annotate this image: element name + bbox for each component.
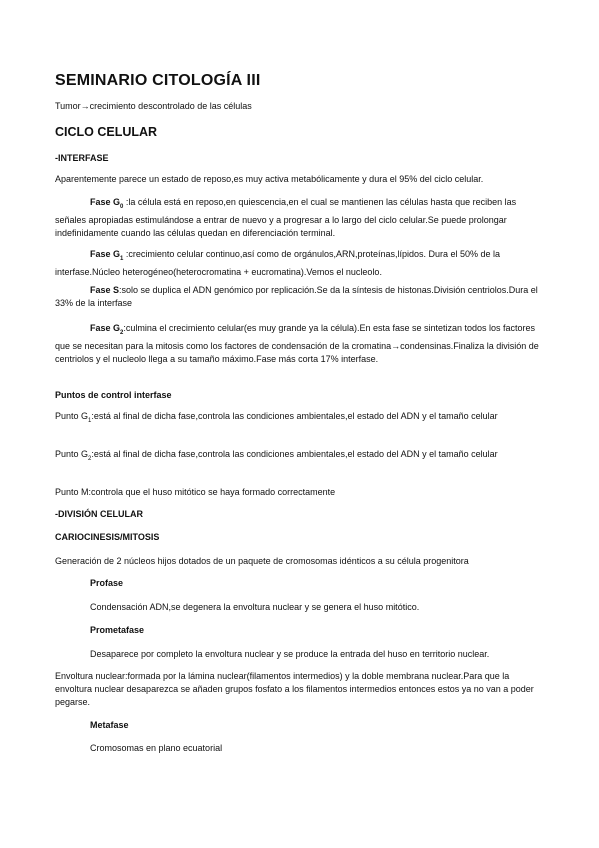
paragraph-punto-m: Punto M:controla que el huso mitótico se haya formado correctamente (55, 487, 336, 497)
paragraph-interfase-intro: Aparentemente parece un estado de reposo,es muy activa metabólicamente y dura el 95% del ciclo celular. (55, 174, 484, 184)
fase-g1-label: Fase $G_1$ (90, 249, 124, 262)
fase-g2-text: :culmina el crecimiento celular(es muy grande ya la célula).En esta fase se sintetizan todos los factores que se necesitan para la mitosis como los factores de condensación de la cromatina→condensinas.Finaliza la división de centriolos y el nucleolo llega a su tamaño máximo.Fase más corta 17% interfase. (55, 323, 539, 364)
paragraph-fase-g2 (55, 322, 545, 366)
heading-profase: Profase (90, 578, 124, 588)
paragraph-punto-g1: Punto $G_1:está$ al final de dicha fase,controla las condiciones ambientales,el estado del ADN y el tamaño celular (55, 411, 498, 424)
heading-metafase: Metafase (90, 720, 129, 730)
fase-g2-label: Fase $G_2$ (90, 323, 124, 336)
paragraph-envoltura-nuclear: Envoltura nuclear:formada por la lámina nuclear(filamentos intermedios) y la doble membrana nuclear.Para que la envoltura nuclear desaparezca se añaden grupos fosfato a los filamentos intermedios entonces estos ya no van a poder pegarse. (55, 671, 534, 707)
paragraph-punto-g2: Punto $G_2:está$ al final de dicha fase,controla las condiciones ambientales,el estado del ADN y el tamaño celular (55, 449, 498, 462)
paragraph-fase-g0 (55, 196, 545, 240)
fase-g0-label: Fase $G_0$ (90, 197, 124, 210)
heading-division-celular: -DIVISIÓN CELULAR (55, 509, 144, 519)
fase-s-label: Fase S (90, 285, 120, 295)
paragraph-fase-g1 (55, 248, 545, 279)
fase-g0-text: :la célula está en reposo,en quiescencia,en el cual se mantienen las células hasta que reciben las señales apropiadas estimulándose a entrar de nuevo y a progresar a lo largo del ciclo celular.Se puede prolongar indefinidamente cuando las células quedan en diferenciación terminal. (55, 197, 517, 238)
paragraph-cariocinesis: Generación de 2 núcleos hijos dotados de un paquete de cromosomas idénticos a su célula progenitora (55, 556, 469, 566)
paragraph-fase-s (55, 284, 545, 310)
fase-g1-text: :crecimiento celular continuo,así como de orgánulos,ARN,proteínas,lípidos. Dura el 50% de la interfase.Núcleo heterogéneo(heterocromatina + eucromatina).Vemos el nucleolo. (55, 249, 501, 277)
fase-s-text: :solo se duplica el ADN genómico por replicación.Se da la síntesis de histonas.División centriolos.Dura el 33% de la interfase (55, 285, 538, 308)
page-title: SEMINARIO CITOLOGÍA III (55, 72, 261, 89)
heading-interfase: -INTERFASE (55, 153, 109, 163)
section-heading-ciclo-celular: CICLO CELULAR (55, 125, 158, 139)
heading-puntos-control: Puntos de control interfase (55, 390, 172, 400)
paragraph-profase: Condensación ADN,se degenera la envoltura nuclear y se genera el huso mitótico. (90, 602, 420, 612)
paragraph-metafase: Cromosomas en plano ecuatorial (90, 743, 223, 753)
subtitle: Tumor→crecimiento descontrolado de las células (55, 101, 252, 111)
heading-cariocinesis: CARIOCINESIS/MITOSIS (55, 532, 160, 542)
heading-prometafase: Prometafase (90, 625, 145, 635)
paragraph-prometafase: Desaparece por completo la envoltura nuclear y se produce la entrada del huso en territorio nuclear. (90, 649, 490, 659)
